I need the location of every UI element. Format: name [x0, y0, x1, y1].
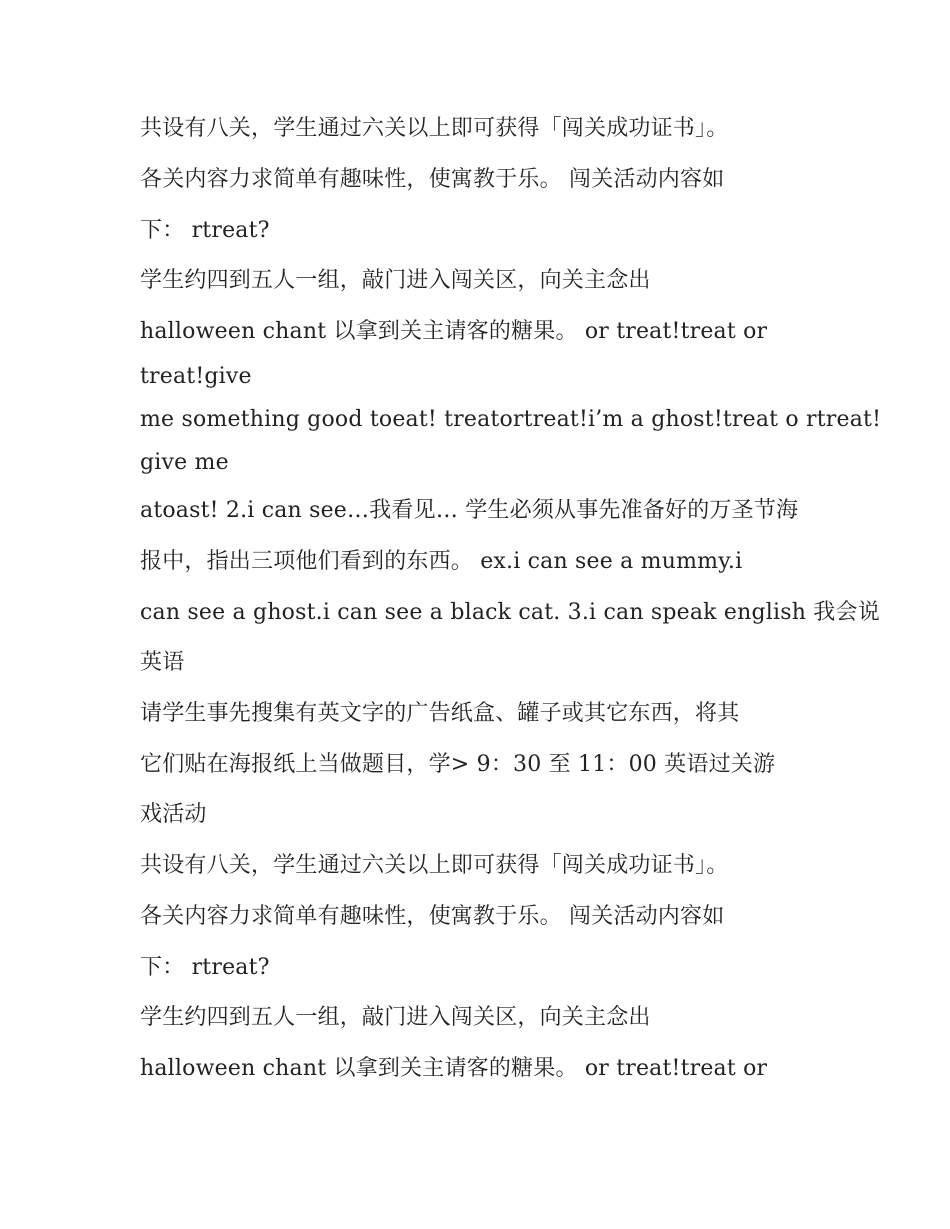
text-line: 报中，指出三项他们看到的东西。 ex.i can see a mummy.i: [140, 549, 743, 574]
text-line: halloween chant 以拿到关主请客的糖果。 or treat!treat or: [140, 1056, 768, 1081]
text-line: 英语: [140, 650, 185, 675]
text-line: 下： rtreat?: [140, 955, 270, 980]
text-line: treat!give: [140, 364, 252, 389]
text-line: 共设有八关，学生通过六关以上即可获得「闯关成功证书」。: [140, 853, 729, 878]
text-line: halloween chant 以拿到关主请客的糖果。 or treat!treat or: [140, 319, 768, 344]
text-line: 共设有八关，学生通过六关以上即可获得「闯关成功证书」。: [140, 116, 729, 141]
text-line: 各关内容力求简单有趣味性，使寓教于乐。 闯关活动内容如: [140, 167, 725, 192]
text-line: atoast! 2.i can see…我看见… 学生必须从事先准备好的万圣节海: [140, 498, 799, 523]
text-line: give me: [140, 450, 229, 475]
text-line: 学生约四到五人一组，敲门进入闯关区，向关主念出: [140, 1005, 651, 1030]
text-line: 学生约四到五人一组，敲门进入闯关区，向关主念出: [140, 268, 651, 293]
text-line: 下： rtreat?: [140, 218, 270, 243]
text-line: 它们贴在海报纸上当做题目，学> 9：30 至 11：00 英语过关游: [140, 752, 776, 777]
text-line: me something good toeat! treatortreat!i’m a ghost!treat o rtreat!: [140, 407, 882, 432]
text-line: 戏活动: [140, 802, 207, 827]
text-line: can see a ghost.i can see a black cat. 3.i can speak english 我会说: [140, 600, 880, 625]
text-line: 各关内容力求简单有趣味性，使寓教于乐。 闯关活动内容如: [140, 904, 725, 929]
text-line: 请学生事先搜集有英文字的广告纸盒、罐子或其它东西，将其: [140, 701, 740, 726]
